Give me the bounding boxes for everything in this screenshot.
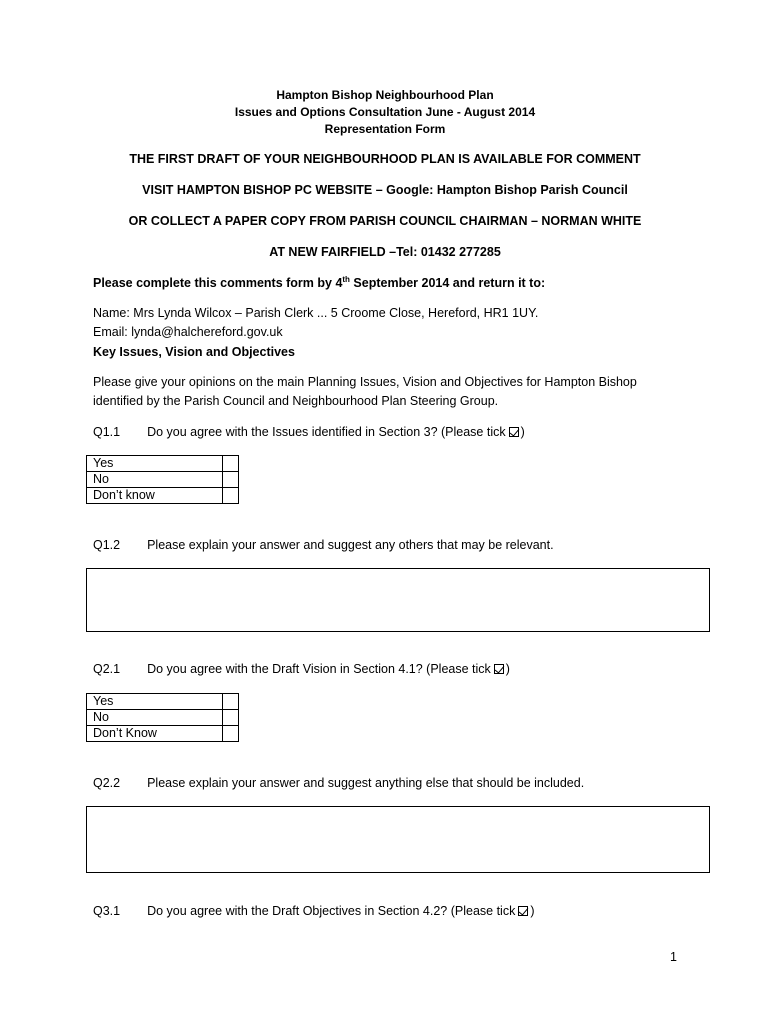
checkbox-tick-icon [494,664,504,674]
tick-box-dont-know[interactable] [223,488,239,504]
page-number: 1 [670,950,677,964]
question-text: Please explain your answer and suggest anything else that should be included. [147,776,585,790]
tick-box-yes[interactable] [223,456,239,472]
document-subtitle: Issues and Options Consultation June - August 2014 [234,105,536,119]
option-label: Yes [87,694,223,710]
intro-line-1: Please give your opinions on the main Planning Issues, Vision and Objectives for Hampton Bishop [93,375,637,389]
q2-1-options-table [86,693,239,742]
intro-line-2: identified by the Parish Council and Neighbourhood Plan Steering Group. [93,394,499,408]
question-text: Do you agree with the Draft Vision in Section 4.1? (Please tick [147,662,491,676]
table-row [87,710,239,726]
notice-line-3: OR COLLECT A PAPER COPY FROM PARISH COUNCIL CHAIRMAN – NORMAN WHITE [128,214,642,228]
notice-line-1: THE FIRST DRAFT OF YOUR NEIGHBOURHOOD PLAN IS AVAILABLE FOR COMMENT [129,152,641,166]
option-label: Don’t Know [87,726,223,742]
checkbox-tick-icon [509,427,519,437]
question-number: Q2.1 [93,662,121,676]
clerk-address: Name: Mrs Lynda Wilcox – Parish Clerk ... 5 Croome Close, Hereford, HR1 1UY. [93,306,539,320]
notice-line-4: AT NEW FAIRFIELD –Tel: 01432 277285 [269,245,501,259]
question-q2-2 [93,776,584,790]
notice-line-2: VISIT HAMPTON BISHOP PC WEBSITE – Google: Hampton Bishop Parish Council [142,183,628,197]
question-text: Please explain your answer and suggest any others that may be relevant. [147,538,554,552]
q1-2-answer-box[interactable] [86,568,710,632]
form-name: Representation Form [324,122,446,136]
table-row [87,472,239,488]
question-q1-1: Q1.1 Do you agree with the Issues identified in Section 3? (Please tick ) [93,425,525,439]
question-number: Q2.2 [93,776,121,790]
table-row [87,488,239,504]
table-row [87,694,239,710]
tick-box-dont-know[interactable] [223,726,239,742]
question-text: Do you agree with the Issues identified in Section 3? (Please tick [147,425,506,439]
question-number: Q3.1 [93,904,121,918]
tick-box-yes[interactable] [223,694,239,710]
question-number: Q1.2 [93,538,121,552]
option-label: Don’t know [87,488,223,504]
checkbox-tick-icon [518,906,528,916]
q1-1-options-table [86,455,239,504]
return-instruction: Please complete this comments form by 4th September 2014 and return it to: [93,274,546,290]
table-row [87,456,239,472]
table-row [87,726,239,742]
tick-box-no[interactable] [223,472,239,488]
option-label: No [87,710,223,726]
clerk-email: Email: lynda@halchereford.gov.uk [93,325,283,339]
document-title: Hampton Bishop Neighbourhood Plan [276,88,494,102]
section-heading: Key Issues, Vision and Objectives [93,345,295,359]
question-text: Do you agree with the Draft Objectives in Section 4.2? (Please tick [147,904,516,918]
option-label: No [87,472,223,488]
question-q2-1: Q2.1 Do you agree with the Draft Vision in Section 4.1? (Please tick ) [93,662,510,676]
question-q3-1: Q3.1 Do you agree with the Draft Objectives in Section 4.2? (Please tick ) [93,904,535,918]
question-number: Q1.1 [93,425,121,439]
q2-2-answer-box[interactable] [86,806,710,873]
tick-box-no[interactable] [223,710,239,726]
question-q1-2 [93,538,554,552]
option-label: Yes [87,456,223,472]
